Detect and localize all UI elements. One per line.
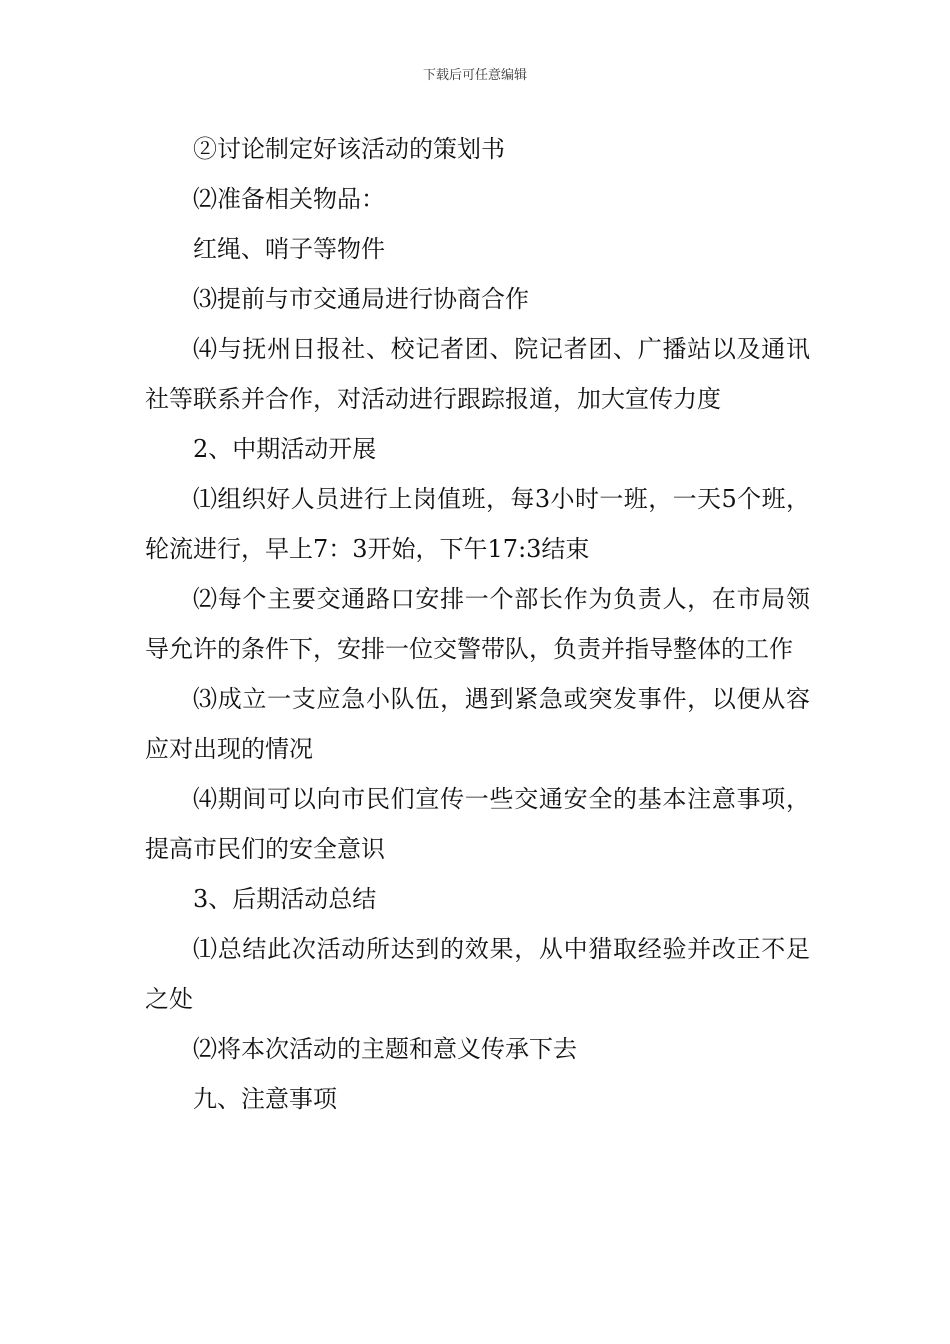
paragraph: ⑷期间可以向市民们宣传一些交通安全的基本注意事项，提高市民们的安全意识 xyxy=(145,785,810,863)
paragraph: 红绳、哨子等物件 xyxy=(193,235,385,263)
paragraph: ⑶提前与市交通局进行协商合作 xyxy=(193,285,529,313)
paragraph: ⑵每个主要交通路口安排一个部长作为负责人，在市局领导允许的条件下，安排一位交警带队，负责并指导整体的工作 xyxy=(145,585,810,663)
paragraph: ⑵将本次活动的主题和意义传承下去 xyxy=(193,1035,577,1063)
paragraph: ⑷与抚州日报社、校记者团、院记者团、广播站以及通讯社等联系并合作，对活动进行跟踪报道，加大宣传力度 xyxy=(145,335,810,413)
section-heading: 九、注意事项 xyxy=(193,1085,337,1113)
section-heading: 3、后期活动总结 xyxy=(193,885,377,913)
section-heading: 2、中期活动开展 xyxy=(193,435,377,463)
paragraph: ⑴组织好人员进行上岗值班，每3小时一班，一天5个班，轮流进行，早上7：3开始，下午17:3结束 xyxy=(145,485,810,563)
paragraph: ⑵准备相关物品： xyxy=(193,185,385,213)
document-body xyxy=(145,124,810,1124)
page-header: 下载后可任意编辑 xyxy=(422,68,527,83)
paragraph: ⑶成立一支应急小队伍，遇到紧急或突发事件，以便从容应对出现的情况 xyxy=(145,685,810,763)
paragraph: ②讨论制定好该活动的策划书 xyxy=(193,135,505,163)
paragraph: ⑴总结此次活动所达到的效果，从中猎取经验并改正不足之处 xyxy=(145,935,810,1013)
